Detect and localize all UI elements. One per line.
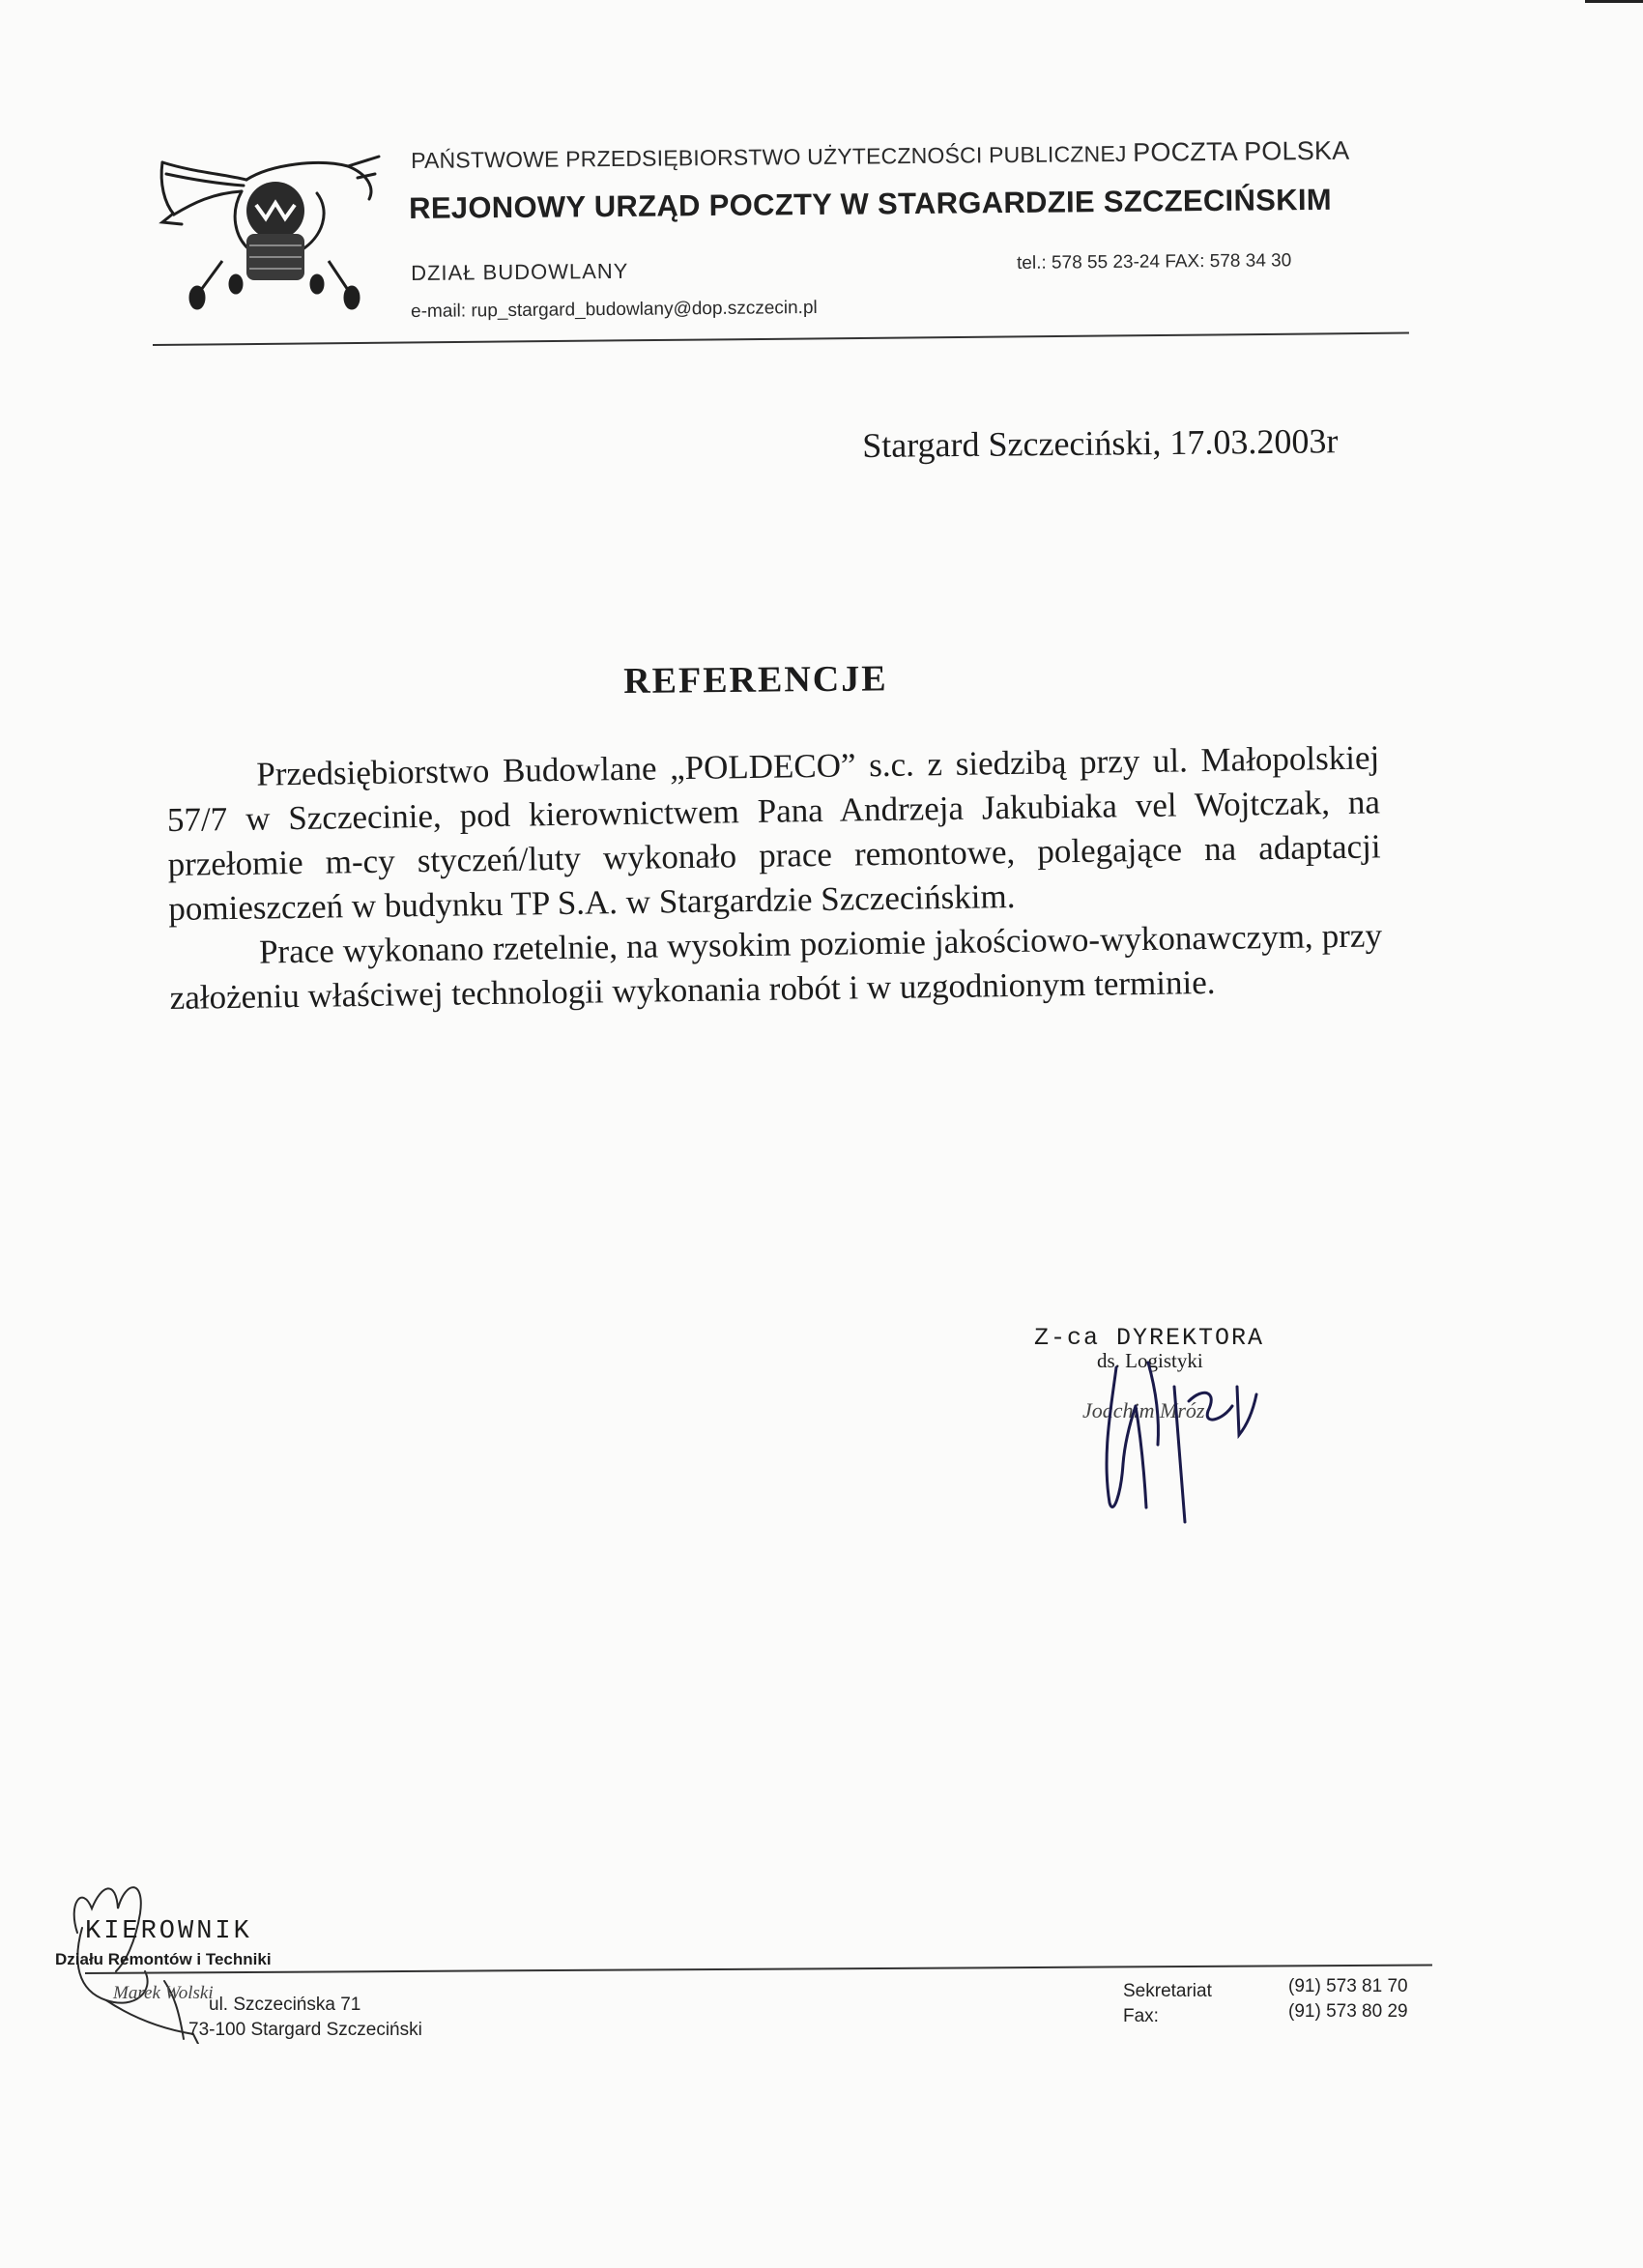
post-horn-emblem-icon [155,145,387,314]
email-address: e-mail: rup_stargard_budowlany@dop.szczecin.pl [411,297,818,322]
stamp-title: KIEROWNIK [85,1917,252,1946]
date-line: Stargard Szczeciński, 17.03.2003r [862,421,1339,465]
signature-mark [1063,1348,1295,1532]
phone-fax: tel.: 578 55 23-24 FAX: 578 34 30 [1017,250,1292,273]
footer-divider [85,1964,1432,1974]
signatory-department: ds. Logistyki [1097,1349,1203,1372]
address-city: 73-100 Stargard Szczeciński [188,2020,422,2040]
fax-label: Fax: [1123,2006,1159,2026]
signatory-title: Z-ca DYREKTORA [1034,1324,1265,1352]
address-street: ul. Szczecińska 71 [209,1995,361,2015]
secretariat-label: Sekretariat [1123,1981,1212,2001]
secretariat-phone: (91) 573 81 70 [1288,1976,1408,1996]
organization-name-small: PAŃSTWOWE PRZEDSIĘBIORSTWO UŻYTECZNOŚCI PUBLICZNEJ [411,140,1127,173]
organization-name-big: POCZTA POLSKA [1133,135,1350,167]
body-paragraph-2: Prace wykonano rzetelnie, na wysokim poziomie jakościowo-wykonawczym, przy założeniu właściwej technologii wykonania robót i w uzgodnionym terminie. [169,916,1383,1017]
header-divider [153,332,1409,346]
scan-edge-mark [1585,0,1643,3]
stamp-department: Działu Remontów i Techniki [55,1950,272,1968]
department-name: DZIAŁ BUDOWLANY [411,258,629,285]
stamp-name: Marek Wolski [113,1983,214,2003]
document-title: REFERENCJE [623,658,888,702]
letter-body [166,735,1383,1020]
signatory-name: Joachim Mróz [1082,1398,1205,1422]
body-paragraph-1: Przedsiębiorstwo Budowlane „POLDECO” s.c. z siedzibą przy ul. Małopolskiej 57/7 w Szczecinie, pod kierownictwem Pana Andrzeja Jakubiaka vel Wojtczak, na przełomie m-cy styczeń/luty wykonało prace remontowe, polegające na adaptacji pomieszczeń w budynku TP S.A. w Stargardzie Szczecińskim. [166,738,1381,928]
office-name: REJONOWY URZĄD POCZTY W STARGARDZIE SZCZECIŃSKIM [409,182,1333,225]
fax-number: (91) 573 80 29 [1288,2001,1408,2022]
organization-name [411,136,1350,175]
